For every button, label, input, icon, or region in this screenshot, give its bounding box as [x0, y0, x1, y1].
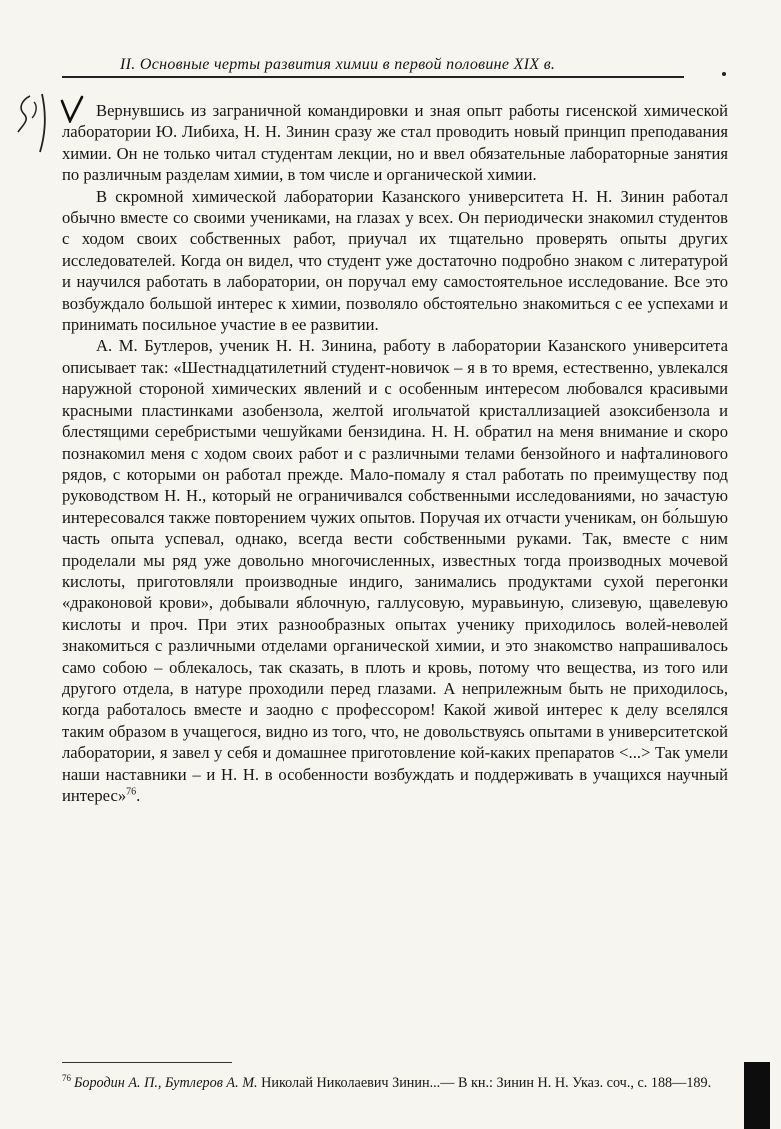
header-rule: [62, 76, 684, 78]
paragraph-2: В скромной химической лаборатории Казанского университета Н. Н. Зинин работал обычно вместе со своими учениками, на глазах у всех. Он периодически знакомил студентов с ходом своих собственных работ, приучал их тщательно проверять опыты других исследователей. Когда он видел, что студент уже достаточно подробно знаком с литературой и научился работать в лаборатории, он поручал ему самостоятельное исследование. Все это возбуждало большой интерес к химии, позволяло обстоятельно знакомиться с ее успехами и принимать посильное участие в ее развитии.: [62, 186, 728, 335]
paragraph-3: А. М. Бутлеров, ученик Н. Н. Зинина, работу в лаборатории Казанского университета описывает так: «Шестнадцатилетний студент-новичок – я в то время, естественно, увлекался наружной стороной химических явлений и с особенным интересом любовался красивыми красными пластинками азобензола, желтой игольчатой кристаллизацией азоксибензола и блестящими серебристыми чешуйками бензидина. Н. Н. обратил на меня внимание и скоро познакомил меня с ходом своих работ и с различными телами бензойного и нафталинового рядов, с которыми он работал прежде. Мало-помалу я стал работать по преимуществу под руководством Н. Н., который не ограничивался собственными исследованиями, но зачастую интересовался также повторением чужих опытов. Поручая их отчасти ученикам, он бо́льшую часть опыта успевал, однако, всегда вести собственными руками. Так, вместе с ним проделали мы ряд уже довольно многочисленных, известных тогда производных мочевой кислоты, приготовляли производные индиго, занимались продуктами сухой перегонки «драконовой крови», добывали яблочную, галлусовую, муравьиную, слизевую, щавелевую кислоты и проч. При этих разнообразных опытах ученику приходилось волей-неволей знакомиться с различными отделами органической химии, и это знакомство напрашивалось само собою – облекалось, так сказать, в плоть и кровь, потому что вещества, из того или другого отдела, в натуре проходили перед глазами. А неприлежным быть не приходилось, когда работалось вместе и заодно с профессором! Какой живой интерес к делу вселялся таким образом в учащегося, видно из того, что, не довольствуясь опытами в университетской лаборатории, я завел у себя и домашнее приготовление кой-каких препаратов <...> Так умели наши наставники – и Н. Н. в особенности возбуждать и поддерживать в учащихся научный интерес»$^{76}$.: [62, 336, 728, 805]
footnote: [62, 1074, 726, 1092]
header-dot: [722, 72, 726, 76]
scan-edge-shadow: [744, 1062, 770, 1129]
paragraph-1: Вернувшись из заграничной командировки и зная опыт работы гисенской химической лаборатории Ю. Либиха, Н. Н. Зинин сразу же стал проводить новый принцип преподавания химии. Он не только читал студентам лекции, но и ввел обязательные лабораторные занятия по различным разделам химии, в том числе и органической химии.: [62, 101, 728, 185]
footnote-text: Николай Николаевич Зинин...— В кн.: Зинин Н. Н. Указ. соч., с. 188—189.: [261, 1075, 712, 1091]
footnote-rule: [62, 1062, 232, 1063]
footnote-reference[interactable]: 76: [126, 786, 137, 798]
paragraph-3-text: А. М. Бутлеров, ученик Н. Н. Зинина, работу в лаборатории Казанского университета описывает так: «Шестнадцатилетний студент-новичок – я в то время, естественно, увлекался наружной стороной химических явлений и с особенным интересом любовался красивыми красными пластинками азобензола, желтой игольчатой кристаллизацией азоксибензола и блестящими серебристыми чешуйками бензидина. Н. Н. обратил на меня внимание и скоро познакомил меня с ходом своих работ и с различными телами бензойного и нафталинового рядов, с которыми он работал прежде. Мало-помалу я стал работать по преимуществу под руководством Н. Н., который не ограничивался собственными исследованиями, но зачастую интересовался также повторением чужих опытов. Поручая их отчасти ученикам, он бо́льшую часть опыта успевал, однако, всегда вести собственными руками. Так, вместе с ним проделали мы ряд уже довольно многочисленных, известных тогда производных мочевой кислоты, приготовляли производные индиго, занимались продуктами сухой перегонки «драконовой крови», добывали яблочную, галлусовую, муравьиную, слизевую, щавелевую кислоты и проч. При этих разнообразных опытах ученику приходилось волей-неволей знакомиться с различными отделами органической химии, и это знакомство напрашивалось само собою – облекалось, так сказать, в плоть и кровь, потому что вещества, из того или другого отдела, в натуре проходили перед глазами. А неприлежным быть не приходилось, когда работалось вместе и заодно с профессором! Какой живой интерес к делу вселялся таким образом в учащегося, видно из того, что, не довольствуясь опытами в университетской лаборатории, я завел у себя и домашнее приготовление кой-каких препаратов <...> Так умели наши наставники – и Н. Н. в особенности возбуждать и поддерживать в учащихся научный интерес»: [62, 336, 728, 805]
footnote-authors: Бородин А. П., Бутлеров А. М.: [74, 1075, 258, 1091]
footnote-number: 76: [62, 1073, 71, 1084]
handwritten-margin-mark-icon: [8, 92, 48, 154]
running-header: II. Основные черты развития химии в первой половине XIX в.: [120, 56, 556, 73]
main-text: [62, 100, 728, 806]
